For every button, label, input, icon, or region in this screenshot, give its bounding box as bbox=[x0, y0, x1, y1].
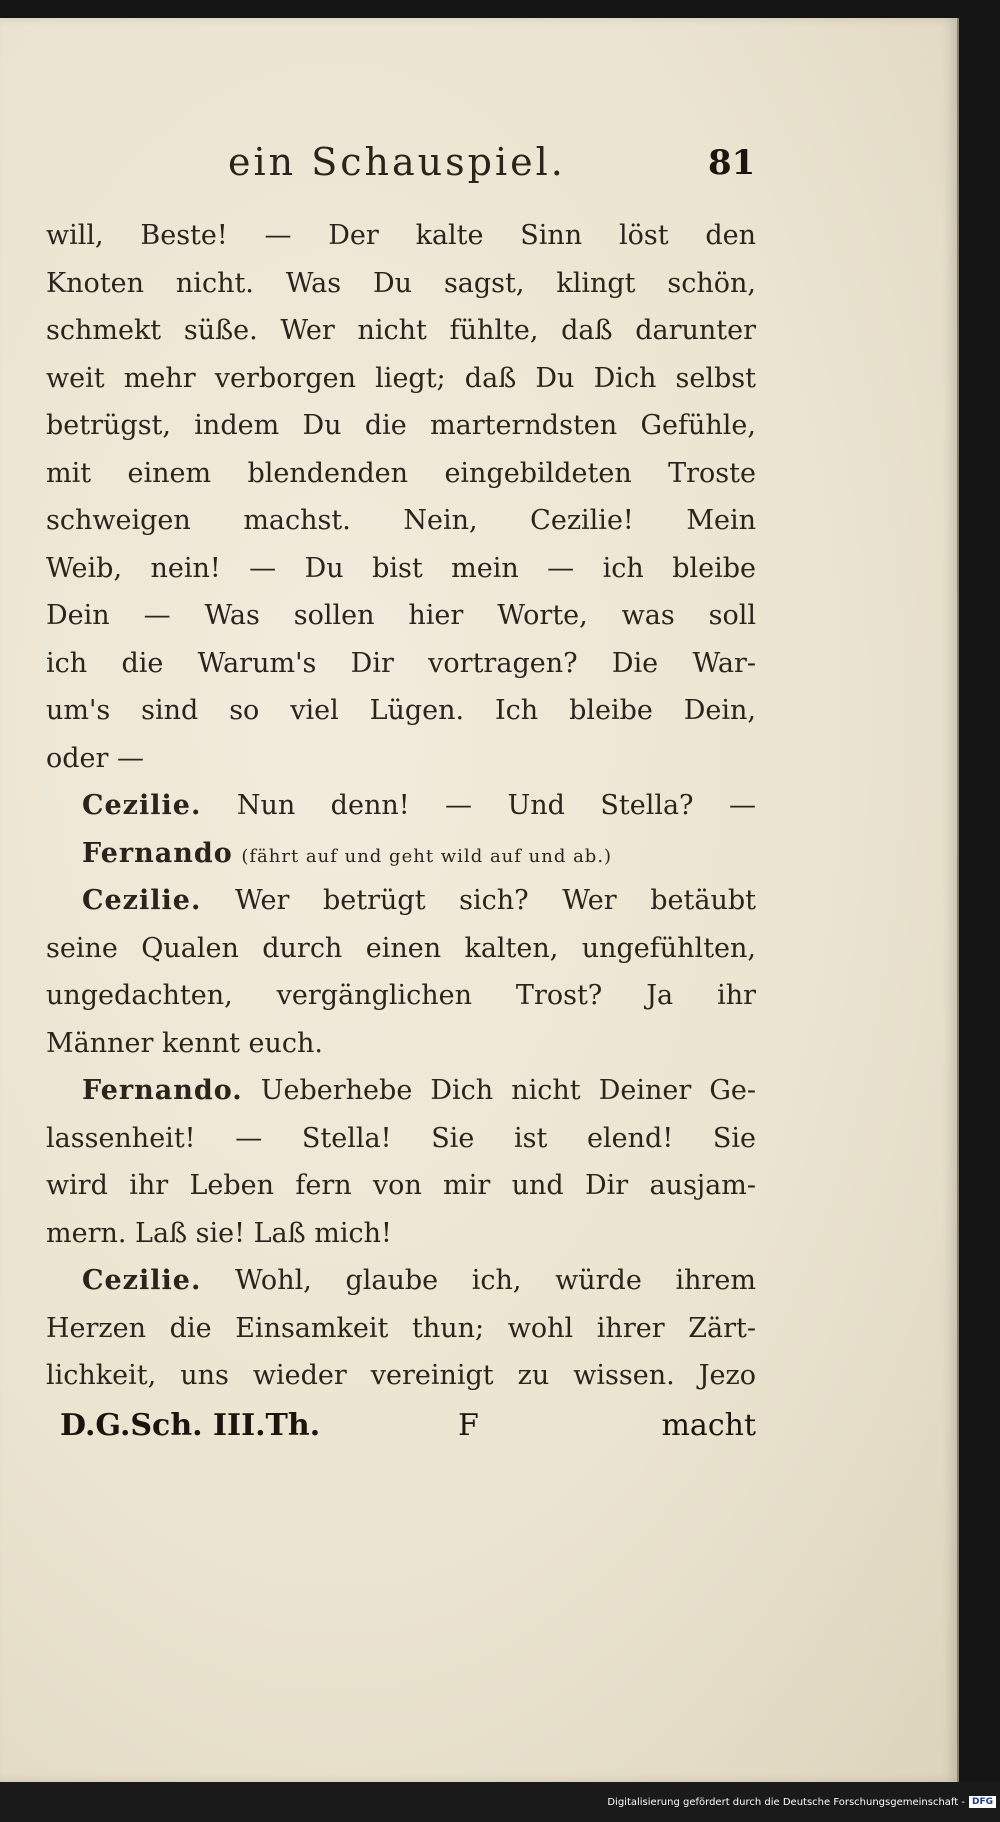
text-line: ich die Warum's Dir vortragen? Die War- bbox=[46, 647, 756, 679]
digitization-credit bbox=[607, 1796, 996, 1808]
text-line: betrügst, indem Du die marterndsten Gefühle, bbox=[46, 410, 756, 441]
text-line: will, Beste! — Der kalte Sinn löst den bbox=[46, 220, 756, 251]
signature-line bbox=[60, 1408, 756, 1458]
speaker-name: Cezilie. bbox=[82, 885, 202, 916]
text-line: oder — bbox=[46, 742, 145, 774]
text-line: Männer kennt euch. bbox=[46, 1027, 324, 1059]
speech-text: Wer betrügt sich? Wer betäubt bbox=[234, 885, 756, 916]
text-line: schweigen machst. Nein, Cezilie! Mein bbox=[46, 505, 756, 536]
credit-text: Digitalisierung gefördert durch die Deutsche Forschungsgemeinschaft - bbox=[607, 1796, 965, 1808]
stage-direction: (fährt auf und geht wild auf und ab.) bbox=[241, 845, 613, 867]
text-line: ungedachten, vergänglichen Trost? Ja ihr bbox=[46, 980, 756, 1011]
text-line: lassenheit! — Stella! Sie ist elend! Sie bbox=[46, 1122, 756, 1154]
catchword: macht bbox=[661, 1408, 756, 1443]
page-number: 81 bbox=[708, 143, 756, 183]
speaker-name: Cezilie. bbox=[82, 1265, 202, 1296]
speaker-name: Cezilie. bbox=[82, 790, 202, 821]
text-line: Dein — Was sollen hier Worte, was soll bbox=[46, 600, 756, 631]
speech-line bbox=[46, 1067, 756, 1115]
signature-mark: D.G.Sch. III.Th. bbox=[60, 1408, 321, 1443]
speech-line bbox=[46, 877, 756, 925]
speaker-name: Fernando bbox=[82, 837, 233, 869]
body-text bbox=[46, 212, 756, 1400]
text-line: mit einem blendenden eingebildeten Troste bbox=[46, 457, 756, 489]
text-line: wird ihr Leben fern von mir und Dir ausjam- bbox=[46, 1170, 756, 1201]
text-line: seine Qualen durch einen kalten, ungefühlten, bbox=[46, 932, 756, 964]
speaker-name: Fernando. bbox=[82, 1075, 243, 1106]
running-head: ein Schauspiel. bbox=[228, 140, 566, 184]
speech-text: Ueberhebe Dich nicht Deiner Ge- bbox=[260, 1075, 756, 1106]
text-line: weit mehr verborgen liegt; daß Du Dich selbst bbox=[46, 362, 756, 394]
text-line: lichkeit, uns wieder vereinigt zu wissen. Jezo bbox=[46, 1360, 756, 1391]
text-line: Herzen die Einsamkeit thun; wohl ihrer Zärt- bbox=[46, 1312, 756, 1344]
text-line: mern. Laß sie! Laß mich! bbox=[46, 1217, 392, 1249]
speech-text: Wohl, glaube ich, würde ihrem bbox=[235, 1265, 756, 1296]
speech-line bbox=[46, 782, 756, 830]
text-line: Weib, nein! — Du bist mein — ich bleibe bbox=[46, 552, 756, 584]
text-line: um's sind so viel Lügen. Ich bleibe Dein, bbox=[46, 695, 756, 726]
dfg-logo[interactable]: DFG bbox=[969, 1796, 996, 1808]
gathering-mark: F bbox=[458, 1408, 479, 1443]
speech-text: Nun denn! — Und Stella? — bbox=[236, 790, 756, 821]
text-line: Knoten nicht. Was Du sagst, klingt schön, bbox=[46, 267, 756, 299]
text-line: schmekt süße. Wer nicht fühlte, daß darunter bbox=[46, 315, 756, 346]
speech-line bbox=[46, 1257, 756, 1305]
stage-direction-line bbox=[46, 830, 756, 878]
